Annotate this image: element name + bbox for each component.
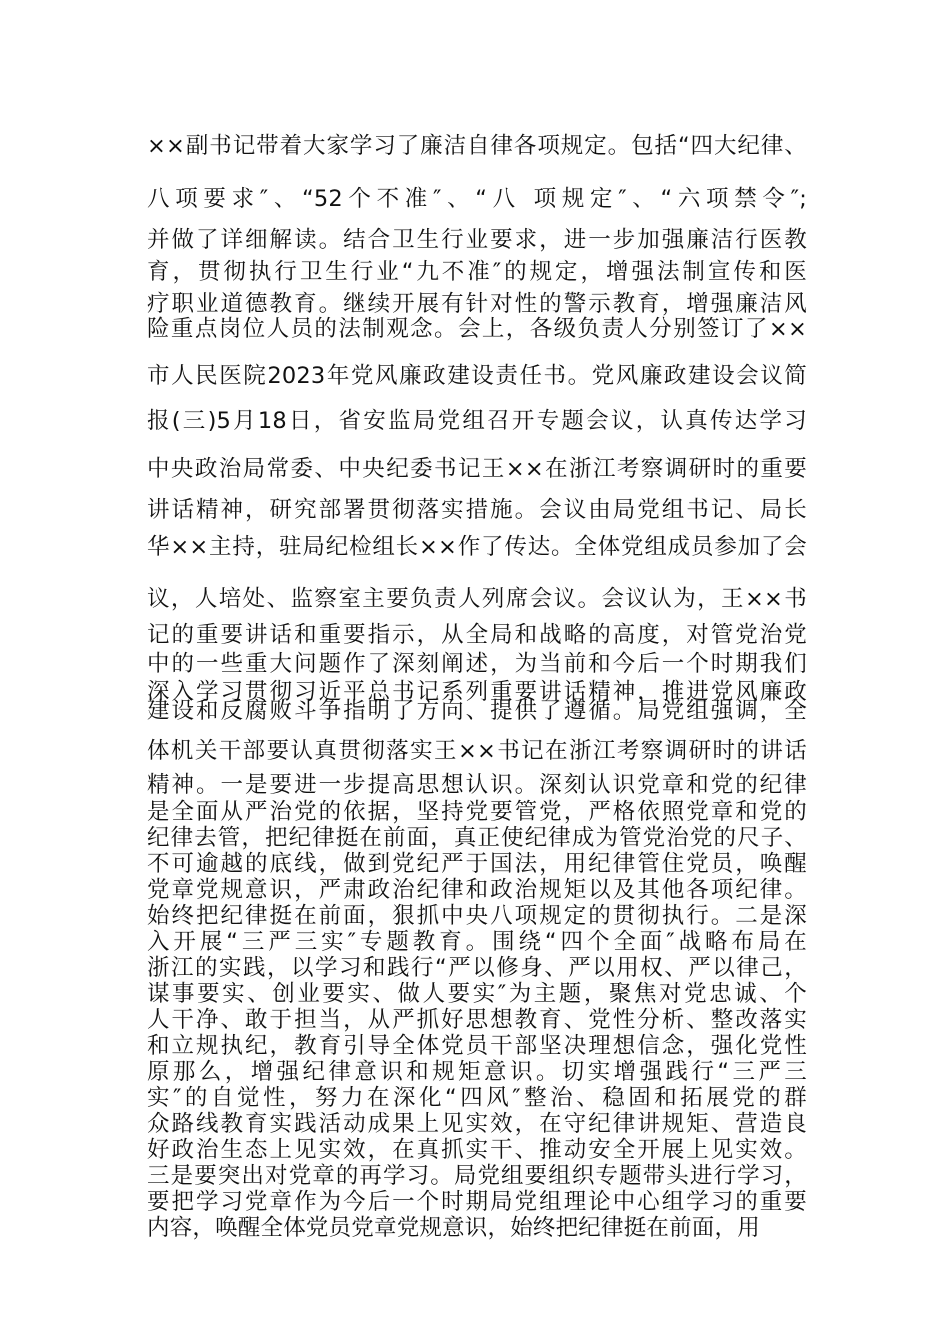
text-line: 三是要突出对党章的再学习。局党组要组织专题带头进行学习，	[147, 1163, 807, 1189]
text-line: 市人民医院2023年党风廉政建设责任书。党风廉政建设会议简	[147, 363, 807, 389]
text-line: 议，人培处、监察室主要负责人列席会议。会议认为，王××书	[147, 586, 807, 612]
text-line: 疗职业道德教育。继续开展有针对性的警示教育，增强廉洁风	[147, 291, 807, 317]
text-line: 中的一些重大问题作了深刻阐述，为当前和今后一个时期我们	[147, 651, 807, 677]
text-line: 中央政治局常委、中央纪委书记王××在浙江考察调研时的重要	[147, 456, 807, 482]
text-line: 原那么，增强纪律意识和规矩意识。切实增强践行“三严三	[147, 1059, 807, 1085]
text-line: 众路线教育实践活动成果上见实效，在守纪律讲规矩、营造良	[147, 1111, 807, 1137]
text-line: 谋事要实、创业要实、做人要实″为主题，聚焦对党忠诚、个	[147, 981, 807, 1007]
text-line: 记的重要讲话和重要指示，从全局和战略的高度，对管党治党	[147, 622, 807, 648]
text-line: 是全面从严治党的依据，坚持党要管党，严格依照党章和党的	[147, 799, 807, 825]
text-line: 育，贯彻执行卫生行业“九不准″的规定，增强法制宣传和医	[147, 259, 807, 285]
text-line: 实″的自觉性，努力在深化“四风″整治、稳固和拓展党的群	[147, 1085, 807, 1111]
text-line: 要把学习党章作为今后一个时期局党组理论中心组学习的重要	[147, 1189, 807, 1215]
text-line: 不可逾越的底线，做到党纪严于国法，用纪律管住党员，唤醒	[147, 851, 807, 877]
text-line: 险重点岗位人员的法制观念。会上，各级负责人分别签订了××	[147, 316, 807, 342]
text-line: 华××主持，驻局纪检组长××作了传达。全体党组成员参加了会	[147, 534, 807, 560]
text-line: 和立规执纪，教育引导全体党员干部坚决理想信念，强化党性	[147, 1033, 807, 1059]
text-line: ××副书记带着大家学习了廉洁自律各项规定。包括“四大纪律、	[147, 133, 807, 159]
text-line: 建设和反腐败斗争指明了方向、提供了遵循。局党组强调，全	[147, 698, 807, 724]
text-line: 人干净、敢于担当，从严抓好思想教育、党性分析、整改落实	[147, 1007, 807, 1033]
text-line: 浙江的实践，以学习和践行“严以修身、严以用权、严以律己，	[147, 955, 807, 981]
text-line: 八项要求″、“52个不准″、“八 项规定″、“六项禁令″;	[147, 186, 807, 212]
text-line: 报(三)5月18日，省安监局党组召开专题会议，认真传达学习	[147, 408, 807, 434]
text-line: 纪律去管，把纪律挺在前面，真正使纪律成为管党治党的尺子、	[147, 825, 807, 851]
text-line: 入开展“三严三实″专题教育。围绕“四个全面″战略布局在	[147, 929, 807, 955]
text-line: 好政治生态上见实效，在真抓实干、推动安全开展上见实效。	[147, 1137, 807, 1163]
text-line: 党章党规意识，严肃政治纪律和政治规矩以及其他各项纪律。	[147, 877, 807, 903]
text-line: 深入学习贯彻习近平总书记系列重要讲话精神，推进党风廉政	[147, 679, 807, 705]
text-line: 始终把纪律挺在前面，狠抓中央八项规定的贯彻执行。二是深	[147, 903, 807, 929]
text-line: 内容，唤醒全体党员党章党规意识，始终把纪律挺在前面，用	[147, 1215, 760, 1241]
text-line: 讲话精神，研究部署贯彻落实措施。会议由局党组书记、局长	[147, 497, 807, 523]
text-line: 精神。一是要进一步提高思想认识。深刻认识党章和党的纪律	[147, 772, 807, 798]
text-line: 并做了详细解读。结合卫生行业要求，进一步加强廉洁行医教	[147, 227, 807, 253]
text-line: 体机关干部要认真贯彻落实王××书记在浙江考察调研时的讲话	[147, 738, 807, 764]
